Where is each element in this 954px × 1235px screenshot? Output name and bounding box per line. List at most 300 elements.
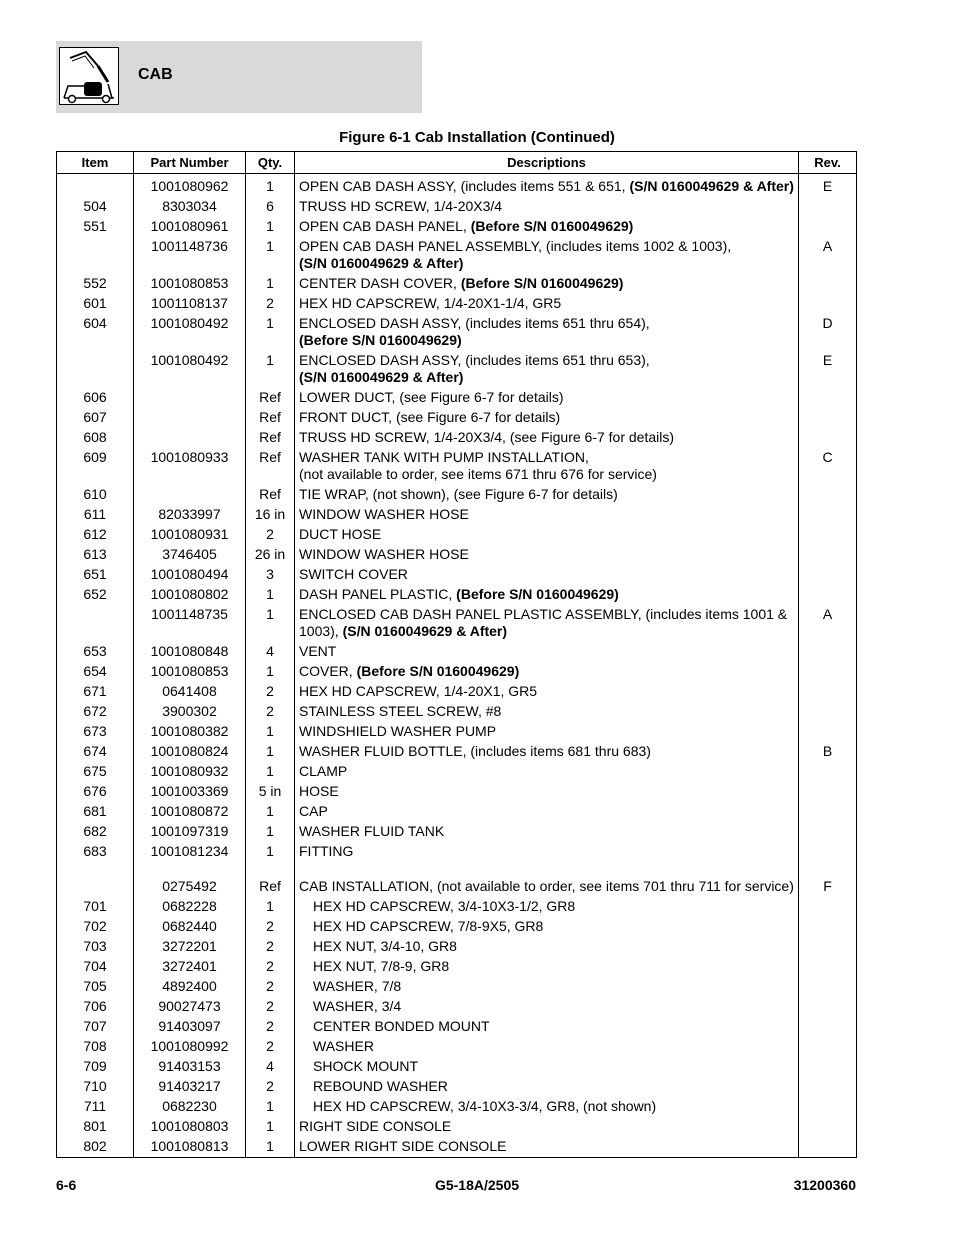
table-row [57,721,857,741]
table-row [57,236,857,273]
section-header [56,41,422,113]
item-number: 706 [57,996,134,1016]
description-text: HEX HD CAPSCREW, 1/4-20X1-1/4, GR5 [299,295,562,311]
description-text: HOSE [299,783,339,799]
part-number: 1001080803 [134,1116,246,1136]
description-text: OPEN CAB DASH PANEL, [299,218,471,234]
revision [799,216,857,236]
item-number: 675 [57,761,134,781]
description-text: VENT [299,643,337,659]
revision [799,801,857,821]
description [295,896,799,916]
description [295,761,799,781]
quantity: 1 [246,801,295,821]
table-row [57,1076,857,1096]
table-row [57,876,857,896]
quantity: 2 [246,524,295,544]
description [295,1116,799,1136]
part-number: 3900302 [134,701,246,721]
table-row [57,407,857,427]
part-number: 1001080824 [134,741,246,761]
table-row [57,996,857,1016]
description-text: SWITCH COVER [299,566,408,582]
revision [799,661,857,681]
revision [799,821,857,841]
item-number: 610 [57,484,134,504]
description-text: WASHER FLUID TANK [299,823,445,839]
description-text-continued: 1003), [299,623,343,639]
revision [799,761,857,781]
part-number: 1001003369 [134,781,246,801]
quantity: 1 [246,761,295,781]
quantity: 1 [246,741,295,761]
description [295,387,799,407]
description [295,721,799,741]
table-cell [295,861,799,876]
quantity: 2 [246,1076,295,1096]
table-row [57,956,857,976]
item-number: 654 [57,661,134,681]
part-number: 1001080802 [134,584,246,604]
description [295,504,799,524]
description [295,447,799,484]
description [295,174,799,197]
item-number: 674 [57,741,134,761]
table-row [57,681,857,701]
description [295,936,799,956]
revision: A [799,604,857,641]
revision [799,504,857,524]
part-number: 0682440 [134,916,246,936]
quantity: 1 [246,174,295,197]
quantity: 2 [246,916,295,936]
item-number: 676 [57,781,134,801]
description [295,701,799,721]
serial-range: (S/N 0160049629 & After) [299,255,464,271]
description-text: STAINLESS STEEL SCREW, #8 [299,703,502,719]
part-number: 8303034 [134,196,246,216]
table-row [57,821,857,841]
table-row [57,564,857,584]
quantity: Ref [246,484,295,504]
description-text: HEX NUT, 3/4-10, GR8 [313,938,457,954]
item-number: 651 [57,564,134,584]
part-number [134,484,246,504]
part-number: 1001108137 [134,293,246,313]
description-text: OPEN CAB DASH PANEL ASSEMBLY, (includes items 1002 & 1003), [299,238,732,254]
description-text: ENCLOSED CAB DASH PANEL PLASTIC ASSEMBLY, (includes items 1001 & [299,606,788,622]
quantity: 1 [246,236,295,273]
description [295,524,799,544]
part-number: 0682230 [134,1096,246,1116]
description-text: HEX HD CAPSCREW, 3/4-10X3-1/2, GR8 [313,898,576,914]
description-text: WINDSHIELD WASHER PUMP [299,723,497,739]
description [295,293,799,313]
item-number [57,876,134,896]
revision: D [799,313,857,350]
description-text: OPEN CAB DASH ASSY, (includes items 551 & 651, [299,178,630,194]
item-number: 681 [57,801,134,821]
table-cell [134,861,246,876]
serial-range: (S/N 0160049629 & After) [342,623,508,639]
revision [799,293,857,313]
revision [799,427,857,447]
revision [799,956,857,976]
item-number: 604 [57,313,134,350]
revision [799,1096,857,1116]
part-number: 1001080494 [134,564,246,584]
table-row [57,701,857,721]
description [295,544,799,564]
description-text: WINDOW WASHER HOSE [299,546,469,562]
part-number: 1001080872 [134,801,246,821]
quantity: 1 [246,216,295,236]
part-number: 91403217 [134,1076,246,1096]
quantity: 4 [246,1056,295,1076]
description-text: CAP [299,803,328,819]
serial-range: (S/N 0160049629 & After) [629,178,794,194]
part-number: 1001080382 [134,721,246,741]
quantity: 1 [246,841,295,861]
revision [799,1136,857,1158]
item-number [57,236,134,273]
figure-title: Figure 6-1 Cab Installation (Continued) [339,129,615,146]
quantity: 2 [246,681,295,701]
revision [799,1076,857,1096]
part-number: 1001080961 [134,216,246,236]
column-header-qty: Qty. [246,152,295,174]
description [295,916,799,936]
quantity: 2 [246,1036,295,1056]
revision [799,544,857,564]
machine-operator-icon [59,47,119,105]
table-row [57,427,857,447]
table-row [57,1036,857,1056]
item-number: 801 [57,1116,134,1136]
revision [799,484,857,504]
part-number: 4892400 [134,976,246,996]
revision: F [799,876,857,896]
description-text: WASHER, 7/8 [313,978,402,994]
serial-range: (Before S/N 0160049629) [356,663,520,679]
description-text: TRUSS HD SCREW, 1/4-20X3/4, (see Figure 6-7 for details) [299,429,675,445]
table-row [57,1116,857,1136]
table-row [57,1016,857,1036]
serial-range: (Before S/N 0160049629) [456,586,619,602]
item-number [57,350,134,387]
serial-range: (S/N 0160049629 & After) [299,369,464,385]
table-row [57,524,857,544]
item-number: 708 [57,1036,134,1056]
revision [799,976,857,996]
item-number: 683 [57,841,134,861]
item-number [57,174,134,197]
quantity: 1 [246,1136,295,1158]
part-number [134,387,246,407]
description [295,1056,799,1076]
description-text: CAB INSTALLATION, (not available to order, see items 701 thru 711 for service) [299,878,794,894]
description-text: WASHER FLUID BOTTLE, (includes items 681 thru 683) [299,743,651,759]
page-number: 6-6 [56,1177,77,1193]
revision: B [799,741,857,761]
table-row [57,584,857,604]
quantity: 2 [246,1016,295,1036]
revision: A [799,236,857,273]
description-text: SHOCK MOUNT [313,1058,418,1074]
revision [799,681,857,701]
description [295,1036,799,1056]
quantity: 1 [246,721,295,741]
section-title: CAB [138,66,173,83]
quantity: 4 [246,641,295,661]
revision [799,936,857,956]
part-number: 3746405 [134,544,246,564]
table-row [57,896,857,916]
part-number [134,407,246,427]
table-row [57,216,857,236]
table-row [57,350,857,387]
description-text: FITTING [299,843,354,859]
parts-table-body [57,174,857,1158]
part-number: 1001080853 [134,273,246,293]
item-number: 673 [57,721,134,741]
revision [799,564,857,584]
column-header-part-number: Part Number [134,152,246,174]
revision [799,407,857,427]
table-row [57,976,857,996]
table-row [57,484,857,504]
description-text: HEX HD CAPSCREW, 1/4-20X1, GR5 [299,683,538,699]
quantity: 1 [246,273,295,293]
revision [799,1116,857,1136]
quantity: Ref [246,876,295,896]
item-number: 711 [57,1096,134,1116]
description-text: DASH PANEL PLASTIC, [299,586,457,602]
quantity: 1 [246,604,295,641]
revision [799,524,857,544]
item-number: 704 [57,956,134,976]
item-number [57,604,134,641]
parts-table [56,151,857,1158]
description [295,1016,799,1036]
item-number: 612 [57,524,134,544]
item-number: 613 [57,544,134,564]
table-row [57,387,857,407]
quantity: 1 [246,1096,295,1116]
description [295,196,799,216]
description [295,661,799,681]
table-cell [57,861,134,876]
part-number: 1001097319 [134,821,246,841]
quantity: 1 [246,896,295,916]
description [295,996,799,1016]
part-number: 1001080853 [134,661,246,681]
part-number: 1001148735 [134,604,246,641]
description-text: DUCT HOSE [299,526,382,542]
description [295,1136,799,1158]
description [295,484,799,504]
description-text: TRUSS HD SCREW, 1/4-20X3/4 [299,198,503,214]
quantity: 2 [246,996,295,1016]
quantity: Ref [246,407,295,427]
description-text: HEX HD CAPSCREW, 3/4-10X3-3/4, GR8, (not shown) [313,1098,657,1114]
table-row [57,313,857,350]
document-number: 31200360 [793,1177,856,1193]
column-header-item: Item [57,152,134,174]
item-number: 609 [57,447,134,484]
revision [799,584,857,604]
model-number: G5-18A/2505 [434,1177,520,1193]
description [295,741,799,761]
item-number: 705 [57,976,134,996]
description-text: WASHER, 3/4 [313,998,402,1014]
part-number: 1001080932 [134,761,246,781]
table-row [57,781,857,801]
part-number: 1001080931 [134,524,246,544]
part-number: 82033997 [134,504,246,524]
table-row [57,661,857,681]
quantity: 1 [246,313,295,350]
part-number: 0682228 [134,896,246,916]
description-text: FRONT DUCT, (see Figure 6-7 for details) [299,409,561,425]
serial-range: (Before S/N 0160049629) [299,332,462,348]
column-header-descriptions: Descriptions [295,152,799,174]
table-row [57,1136,857,1158]
table-row [57,641,857,661]
table-row [57,1056,857,1076]
description-text: COVER, [299,663,357,679]
revision: E [799,174,857,197]
part-number: 1001080933 [134,447,246,484]
table-cell [799,861,857,876]
description-text-continued: (not available to order, see items 671 thru 676 for service) [299,466,657,482]
description-text: RIGHT SIDE CONSOLE [299,1118,452,1134]
quantity: 1 [246,661,295,681]
part-number: 1001080492 [134,313,246,350]
description [295,1076,799,1096]
description-text: ENCLOSED DASH ASSY, (includes items 651 thru 654), [299,315,650,331]
part-number: 91403097 [134,1016,246,1036]
table-row [57,761,857,781]
description [295,216,799,236]
table-row [57,801,857,821]
quantity: 3 [246,564,295,584]
quantity: Ref [246,387,295,407]
table-row [57,544,857,564]
quantity: Ref [246,447,295,484]
quantity: 26 in [246,544,295,564]
item-number: 709 [57,1056,134,1076]
description [295,821,799,841]
table-row [57,293,857,313]
item-number: 601 [57,293,134,313]
item-number: 608 [57,427,134,447]
item-number: 710 [57,1076,134,1096]
description-text: WASHER [313,1038,374,1054]
quantity: Ref [246,427,295,447]
table-cell [246,861,295,876]
part-number: 3272401 [134,956,246,976]
revision [799,996,857,1016]
part-number: 0641408 [134,681,246,701]
item-number: 611 [57,504,134,524]
description [295,273,799,293]
item-number: 606 [57,387,134,407]
quantity: 2 [246,976,295,996]
description-text: TIE WRAP, (not shown), (see Figure 6-7 for details) [299,486,618,502]
part-number: 90027473 [134,996,246,1016]
table-row [57,504,857,524]
description [295,604,799,641]
table-row [57,604,857,641]
revision [799,916,857,936]
item-number: 707 [57,1016,134,1036]
description [295,584,799,604]
part-number: 1001080492 [134,350,246,387]
part-number: 1001080992 [134,1036,246,1056]
item-number: 703 [57,936,134,956]
item-number: 552 [57,273,134,293]
quantity: 16 in [246,504,295,524]
quantity: 6 [246,196,295,216]
part-number: 3272201 [134,936,246,956]
table-row [57,741,857,761]
part-number: 1001148736 [134,236,246,273]
quantity: 1 [246,821,295,841]
serial-range: (Before S/N 0160049629) [470,218,634,234]
revision [799,387,857,407]
part-number: 1001080848 [134,641,246,661]
revision [799,721,857,741]
description [295,350,799,387]
description [295,976,799,996]
description [295,236,799,273]
description [295,956,799,976]
revision [799,701,857,721]
item-number: 702 [57,916,134,936]
item-number: 672 [57,701,134,721]
description-text: LOWER RIGHT SIDE CONSOLE [299,1138,507,1154]
item-number: 701 [57,896,134,916]
description [295,407,799,427]
table-row [57,273,857,293]
item-number: 802 [57,1136,134,1158]
quantity: 2 [246,701,295,721]
item-number: 653 [57,641,134,661]
table-spacer-row [57,861,857,876]
quantity: 2 [246,956,295,976]
description-text: LOWER DUCT, (see Figure 6-7 for details) [299,389,564,405]
quantity: 2 [246,936,295,956]
part-number: 1001080813 [134,1136,246,1158]
quantity: 5 in [246,781,295,801]
table-row [57,447,857,484]
description [295,564,799,584]
quantity: 1 [246,350,295,387]
column-header-rev: Rev. [799,152,857,174]
revision [799,273,857,293]
description [295,641,799,661]
item-number: 682 [57,821,134,841]
part-number: 0275492 [134,876,246,896]
description [295,313,799,350]
item-number: 607 [57,407,134,427]
description-text: WINDOW WASHER HOSE [299,506,469,522]
revision [799,1016,857,1036]
description [295,801,799,821]
description-text: HEX NUT, 7/8-9, GR8 [313,958,450,974]
revision [799,841,857,861]
